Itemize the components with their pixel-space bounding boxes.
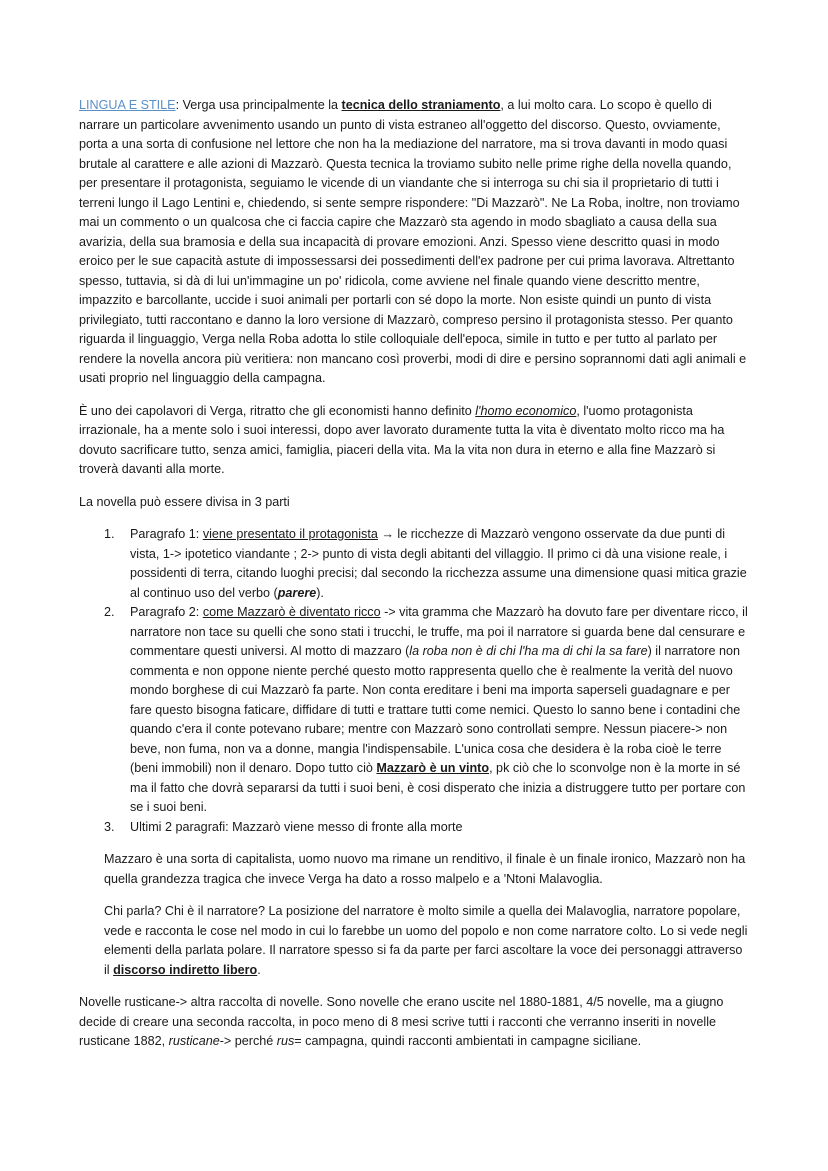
emphasis-italic: la roba non è di chi l'ha ma di chi la sa fare xyxy=(409,644,648,658)
emphasis-bold-italic: parere xyxy=(277,585,317,600)
emphasis-underline: come Mazzarò è diventato ricco xyxy=(202,605,381,619)
emphasis-italic: rus xyxy=(276,1034,295,1048)
text-span: , l'uomo protagonista irrazionale, ha a mente solo i suoi interessi, dopo aver lavorato duramente tutta la vita è diventato molto ricco ma ha dovuto sacrificare tutto, senza amici, famiglia, piaceri della vita. Ma la vita non dura in eterno e alla fine Mazzarò si troverà davanti alla morte. xyxy=(79,403,725,476)
text-span: Chi parla? Chi è il narratore? La posizione del narratore è molto simile a quella dei Malavoglia, narratore popolare, vede e racconta le cose nel modo in cui lo farebbe un uomo del popolo e non come narratore colto. Lo si vede negli elementi della parlata polare. Il narratore spesso si fa da parte per farci ascoltare la voce dei personaggi attraverso il xyxy=(104,904,748,977)
text-span: → le ricchezze di Mazzarò vengono osservate da due punti di vista, 1-> ipotetico viandante ; 2-> punto di vista degli abitanti del villaggio. Il primo ci dà una visione reale, i possidenti di terra, citando luoghi precisi; dal secondo la ricchezza assume una dimensione quasi mitica grazie al continuo uso del verbo ( xyxy=(130,527,747,600)
paragraph-lingua-e-stile xyxy=(79,96,751,389)
list-item xyxy=(79,603,751,818)
document-body xyxy=(79,96,751,1065)
parts-list xyxy=(79,525,751,837)
paragraph-homo-economico xyxy=(79,402,751,480)
text-span: ). xyxy=(316,585,324,600)
text-span: Paragrafo 1: xyxy=(130,527,203,541)
paragraph-division-intro: La novella può essere divisa in 3 parti xyxy=(79,494,290,509)
list-item xyxy=(79,818,751,838)
list-number: 3. xyxy=(104,819,115,834)
emphasis-bold-underline: discorso indiretto libero xyxy=(113,962,258,977)
emphasis-underline: viene presentato il protagonista xyxy=(202,527,378,541)
list-number: 1. xyxy=(104,527,115,541)
text-span: = campagna, quindi racconti ambientati in campagne siciliane. xyxy=(294,1034,642,1048)
list-item xyxy=(79,525,751,603)
paragraph-narratore xyxy=(104,902,751,980)
emphasis-italic: rusticane xyxy=(168,1034,220,1048)
text-span: -> vita gramma che Mazzarò ha dovuto fare per diventare ricco, il narratore non tace su quelli che sono stati i trucchi, le truffe, ma poi il narratore si guarda bene dal censurare e commentare questi universi. Al motto di mazzaro ( xyxy=(130,605,748,658)
paragraph-capitalista: Mazzaro è una sorta di capitalista, uomo nuovo ma rimane un renditivo, il finale è un finale ironico, Mazzarò non ha quella grandezza tragica che invece Verga ha dato a rosso malpelo e a 'Ntoni Malavoglia. xyxy=(104,852,746,886)
text-span: : Verga usa principalmente la xyxy=(175,98,342,112)
text-span: . xyxy=(257,962,261,977)
text-span: Paragrafo 2: xyxy=(130,605,203,619)
emphasis-bold-underline: Mazzarò è un vinto xyxy=(376,761,490,775)
text-span: , pk ciò che lo sconvolge non è la morte in sé ma il fatto che dovrà separarsi da tutti i suoi beni, è cosi disperato che inizia a distruggere tutto per portare con se i suoi beni. xyxy=(130,761,746,814)
text-span: È uno dei capolavori di Verga, ritratto che gli economisti hanno definito xyxy=(79,403,476,418)
text-span: -> perché xyxy=(219,1034,277,1048)
paragraph-novelle-rusticane xyxy=(79,993,751,1052)
emphasis-bold-underline: tecnica dello straniamento xyxy=(341,98,501,112)
text-span: Novelle rusticane-> altra raccolta di novelle. Sono novelle che erano uscite nel 1880-1881, 4/5 novelle, ma a giugno decide di creare una seconda raccolta, in poco meno di 8 mesi scrive tutti i racconti che verranno inseriti in novelle rusticane 1882, xyxy=(79,995,724,1048)
text-span: ) il narratore non commenta e non oppone niente perché questo motto rappresenta quello che è realmente la verità del nuovo mondo borghese di cui Mazzarò fa parte. Non conta ereditare i beni ma importa saperseli guadagnare e per fare questo bisogna faticare, diffidare di tutti e trattare tutti come nemici. Questo lo sanno bene i contadini che quando c'era il conte potevano rubare; mentre con Mazzarò sono controllati sempre. Nessun piacere-> non beve, non fuma, non va a donne, mangia l'indispensabile. L'unica cosa che desidera è la roba cioè le terre (beni immobili) non il denaro. Dopo tutto ciò xyxy=(130,644,741,775)
emphasis-italic-underline: l'homo economico xyxy=(475,403,577,418)
text-span: Ultimi 2 paragrafi: Mazzarò viene messo di fronte alla morte xyxy=(130,819,463,834)
text-span: , a lui molto cara. Lo scopo è quello di narrare un particolare avvenimento usando un punto di vista estraneo all'oggetto del discorso. Questo, ovviamente, porta a una sorta di confusione nel lettore che non ha la mediazione del narratore, ma si trova davanti in modo quasi brutale al carattere e alle azioni di Mazzarò. Questa tecnica la troviamo subito nelle prime righe della novella quando, per presentare il protagonista, seguiamo le vicende di un viandante che si interroga su chi sia il proprietario di tutti i terreni lungo il Lago Lentini e, chiedendo, si sente sempre rispondere: "Di Mazzarò". Ne La Roba, inoltre, non troviamo mai un commento o un qualcosa che ci faccia capire che Mazzarò sta agendo in modo sbagliato a causa della sua avarizia, della sua bramosia e della sua incapacità di provare emozioni. Anzi. Spesso viene descritto quasi in modo eroico per le sue capacità astute di impossessarsi dei possedimenti dell'ex padrone per cui prima lavorava. Altrettanto spesso, tuttavia, si dà di lui un'immagine un po' ridicola, come avviene nel finale quando viene descritto mentre, impazzito e barcollante, uccide i suoi animali per portarli con sé dopo la morte. Non esiste quindi un punto di vista privilegiato, tutti raccontano e danno la loro versione di Mazzarò, compreso persino il protagonista stesso. Per quanto riguarda il linguaggio, Verga nella Roba adotta lo stile colloquiale dell'epoca, simile in tutto e per tutto al parlato per rendere la novella ancora più veritiera: non mancano così proverbi, modi di dire e persino soprannomi dati agli animali e usati proprio nel linguaggio della campagna. xyxy=(79,98,747,385)
section-heading: LINGUA E STILE xyxy=(79,98,176,112)
list-number: 2. xyxy=(104,605,115,619)
